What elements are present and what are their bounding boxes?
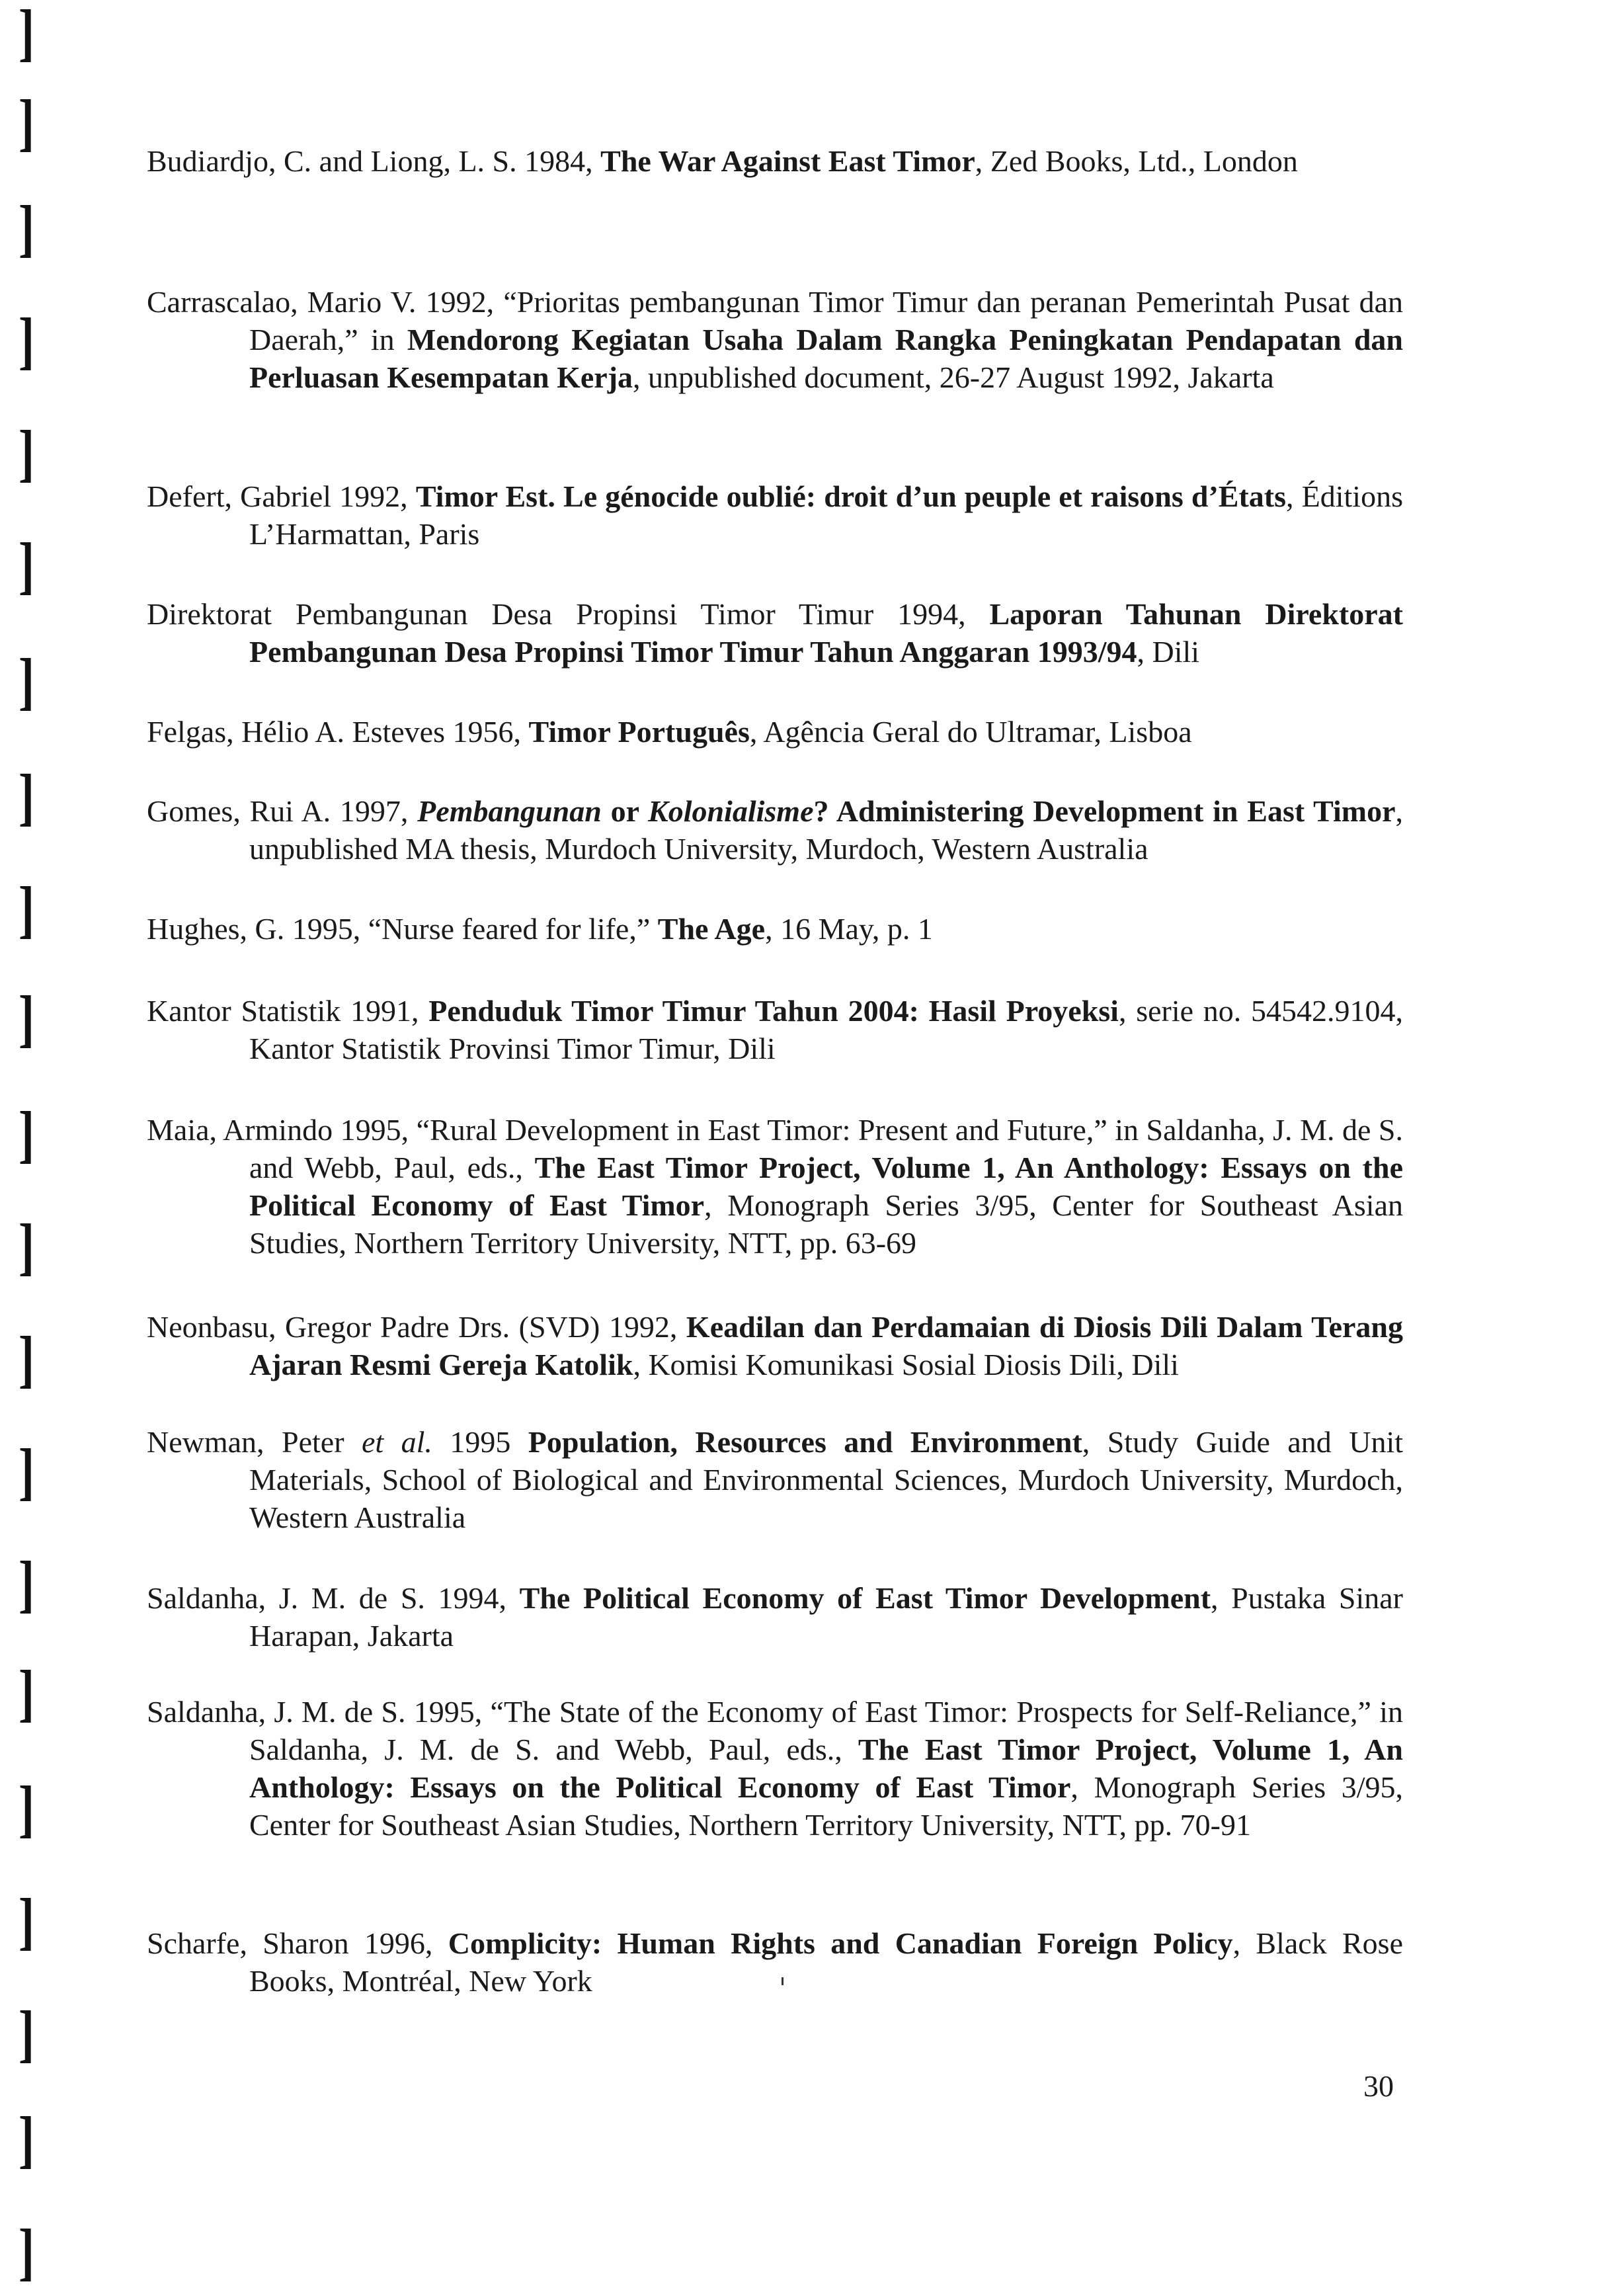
binding-ring: ] — [19, 983, 34, 1053]
reference-entry: Hughes, G. 1995, “Nurse feared for life,” The Age, 16 May, p. 1 — [147, 912, 933, 946]
reference-title: The War Against East Timor — [600, 144, 975, 178]
reference-entry: Saldanha, J. M. de S. 1994, The Political Economy of East Timor Development, Pustaka Sinar Harapan, Jakarta — [147, 1581, 1403, 1653]
reference-entry: Scharfe, Sharon 1996, Complicity: Human Rights and Canadian Foreign Policy, Black Rose Books, Montréal, New York — [147, 1926, 1404, 1998]
binding-ring: ] — [19, 874, 34, 944]
reference-entry: Newman, Peter et al. 1995 Population, Resources and Environment, Study Guide and Unit Materials, School of Biological and Environmental Sciences, Murdoch University, Murdoch, Western Australia — [147, 1425, 1404, 1534]
reference-title: The Political Economy of East Timor Development — [519, 1581, 1211, 1615]
binding-ring: ] — [19, 530, 34, 600]
binding-ring: ] — [19, 1657, 34, 1728]
reference-entry: Kantor Statistik 1991, Penduduk Timor Timur Tahun 2004: Hasil Proyeksi, serie no. 54542.9104, Kantor Statistik Provinsi Timor Timur, Dili — [147, 994, 1404, 1065]
binding-ring: ] — [19, 1098, 34, 1169]
binding-ring: ] — [19, 645, 34, 716]
binding-ring: ] — [19, 1773, 34, 1844]
reference-entry: Neonbasu, Gregor Padre Drs. (SVD) 1992, Keadilan dan Perdamaian di Diosis Dili Dalam Terang Ajaran Resmi Gereja Katolik, Komisi Komunikasi Sosial Diosis Dili, Dili — [147, 1310, 1403, 1381]
binding-ring: ] — [19, 305, 34, 376]
binding-ring: ] — [19, 761, 34, 832]
reference-entry: Defert, Gabriel 1992, Timor Est. Le génocide oublié: droit d’un peuple et raisons d’États, Éditions L’Harmattan, Paris — [147, 479, 1403, 551]
binding-ring: ] — [19, 2104, 34, 2174]
reference-entry: Carrascalao, Mario V. 1992, “Prioritas pembangunan Timor Timur dan peranan Pemerintah Pusat dan Daerah,” in Mendorong Kegiatan Usaha Dalam Rangka Peningkatan Pendapatan dan Perluasan Kesempatan Kerja, unpublished document, 26-27 August 1992, Jakarta — [147, 285, 1403, 394]
reference-entry: Saldanha, J. M. de S. 1995, “The State of the Economy of East Timor: Prospects for Self-Reliance,” in Saldanha, J. M. de S. and Webb, Paul, eds., The East Timor Project, Volume 1, An Anthology: Essays on the Political Economy of East Timor, Monograph Series 3/95, Center for Southeast Asian Studies, Northern Territory University, NTT, pp. 70-91 — [147, 1695, 1403, 1842]
reference-title: The Age — [657, 912, 766, 946]
reference-title: Laporan Tahunan Direktorat Pembangunan Desa Propinsi Timor Timur Tahun Anggaran 1993/94 — [249, 597, 1403, 669]
reference-title: The East Timor Project, Volume 1, An Anthology: Essays on the Political Economy of East Timor — [249, 1733, 1403, 1804]
spiral-binding — [0, 0, 73, 2296]
reference-title: Population, Resources and Environment — [528, 1425, 1082, 1459]
reference-entry: Felgas, Hélio A. Esteves 1956, Timor Português, Agência Geral do Ultramar, Lisboa — [147, 715, 1192, 749]
reference-entry: Maia, Armindo 1995, “Rural Development in East Timor: Present and Future,” in Saldanha, J. M. de S. and Webb, Paul, eds., The East Timor Project, Volume 1, An Anthology: Essays on the Political Economy of East Timor, Monograph Series 3/95, Center for Southeast Asian Studies, Northern Territory University, NTT, pp. 63-69 — [147, 1113, 1403, 1260]
binding-ring: ] — [19, 417, 34, 488]
reference-entry: Budiardjo, C. and Liong, L. S. 1984, The War Against East Timor, Zed Books, Ltd., London — [147, 144, 1298, 178]
binding-ring: ] — [19, 192, 34, 263]
reference-title: Timor Est. Le génocide oublié: droit d’un peuple et raisons d’États — [415, 479, 1287, 513]
reference-title: Penduduk Timor Timur Tahun 2004: Hasil Proyeksi — [428, 994, 1119, 1028]
binding-ring: ] — [19, 1998, 34, 2069]
binding-ring: ] — [19, 1211, 34, 1282]
reference-title: Mendorong Kegiatan Usaha Dalam Rangka Peningkatan Pendapatan dan Perluasan Kesempatan Kerja — [249, 323, 1403, 394]
reference-title: Timor Português — [528, 715, 750, 749]
binding-ring: ] — [19, 0, 34, 67]
binding-ring: ] — [19, 1436, 34, 1506]
reference-title: ? Administering Development in East Timor — [813, 794, 1396, 828]
page-number: 30 — [1363, 2069, 1394, 2103]
binding-ring: ] — [19, 1885, 34, 1956]
binding-ring: ] — [19, 87, 34, 157]
binding-ring: ] — [19, 2216, 34, 2287]
reference-title: The East Timor Project, Volume 1, An Anthology: Essays on the Political Economy of East Timor — [249, 1151, 1403, 1222]
scan-speck — [782, 1977, 784, 1985]
reference-entry: Gomes, Rui A. 1997, Pembangunan or Kolonialisme? Administering Development in East Timor, unpublished MA thesis, Murdoch University, Murdoch, Western Australia — [147, 794, 1404, 866]
binding-ring: ] — [19, 1323, 34, 1394]
reference-title: Complicity: Human Rights and Canadian Foreign Policy — [448, 1926, 1233, 1960]
reference-title: Keadilan dan Perdamaian di Diosis Dili Dalam Terang Ajaran Resmi Gereja Katolik — [249, 1310, 1403, 1381]
reference-entry: Direktorat Pembangunan Desa Propinsi Timor Timur 1994, Laporan Tahunan Direktorat Pembangunan Desa Propinsi Timor Timur Tahun Anggaran 1993/94, Dili — [147, 597, 1403, 669]
binding-ring: ] — [19, 1548, 34, 1619]
